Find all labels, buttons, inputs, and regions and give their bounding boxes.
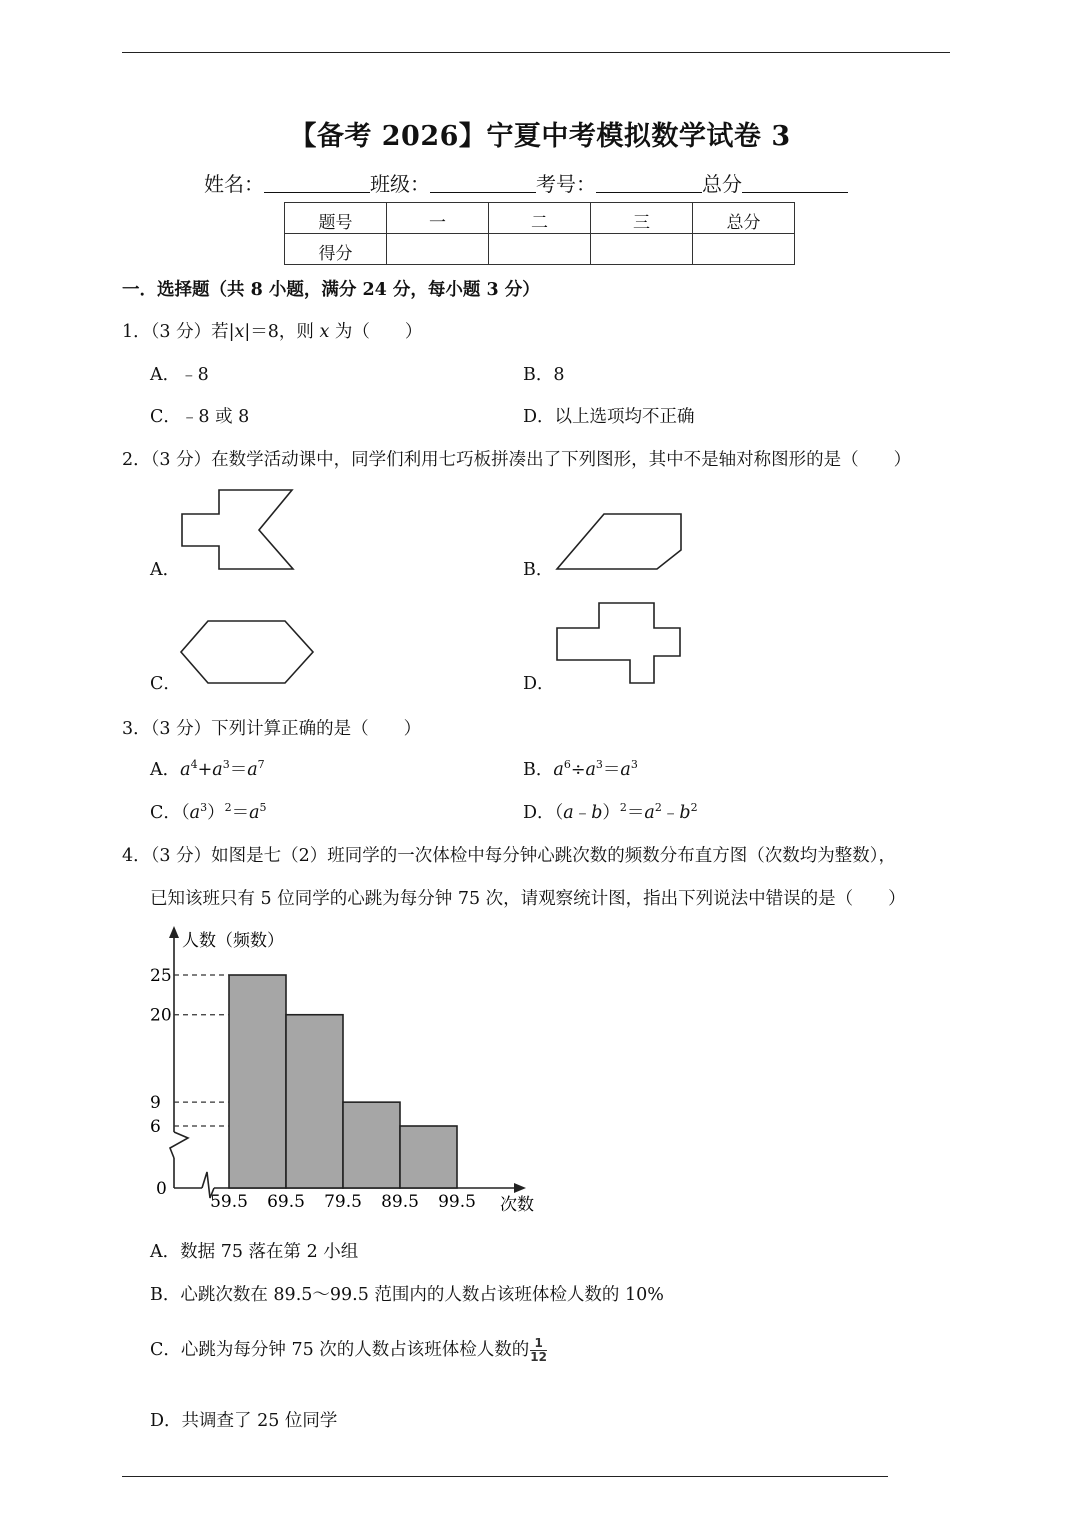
exam-id-label: 考号： (536, 172, 596, 196)
top-rule (122, 52, 950, 53)
bottom-rule (122, 1476, 888, 1477)
score-table-header-row (285, 203, 795, 234)
y-tick-label: 6 (150, 1117, 161, 1137)
q1-option-a[interactable]: A．﹣8 (150, 365, 209, 385)
q4-option-c[interactable] (150, 1336, 547, 1364)
q4-option-c-text: C．心跳为每分钟 75 次的人数占该班体检人数的 (150, 1340, 530, 1360)
x-tick-label: 69.5 (267, 1192, 305, 1212)
fraction-numerator: 1 (530, 1337, 547, 1351)
exam-id-blank[interactable] (596, 172, 702, 193)
histogram-bar (343, 1102, 400, 1188)
y-axis-label: 人数（频数） (182, 931, 284, 951)
q2-option-b-label[interactable]: B． (523, 560, 554, 580)
q2-figure-a (176, 486, 300, 574)
q2-figure-d (552, 598, 686, 688)
student-info-row (204, 168, 848, 197)
section-heading: 一．选择题（共 8 小题，满分 24 分，每小题 3 分） (122, 280, 540, 300)
fraction-denominator: 12 (530, 1350, 547, 1364)
x-tick-label: 79.5 (324, 1192, 362, 1212)
q4-option-d[interactable]: D．共调查了 25 位同学 (150, 1411, 338, 1431)
q3-option-c-label: C． (150, 803, 181, 823)
q1-option-d[interactable]: D．以上选项均不正确 (523, 407, 695, 427)
q2-option-d-label[interactable]: D． (523, 674, 555, 694)
name-label: 姓名： (204, 172, 264, 196)
score-table-score-row (285, 234, 795, 265)
q2-figure-b (552, 510, 686, 574)
name-blank[interactable] (264, 172, 370, 193)
q1-var: x (234, 322, 245, 342)
question-4-stem-line-2: 已知该班只有 5 位同学的心跳为每分钟 75 次，请观察统计图，指出下列说法中错误的是（ ） (150, 889, 906, 909)
score-table-cell: 一 (387, 203, 489, 234)
score-table-cell: 二 (489, 203, 591, 234)
question-1-stem (122, 318, 422, 343)
y-tick-label: 25 (150, 966, 172, 986)
y-tick-label: 20 (150, 1005, 172, 1026)
histogram-bar (229, 975, 286, 1188)
y-tick-label: 9 (150, 1093, 161, 1114)
x-tick-label: 99.5 (438, 1192, 476, 1212)
class-label: 班级： (370, 172, 430, 196)
total-label: 总分 (702, 172, 742, 196)
total-blank[interactable] (742, 172, 848, 193)
q1-text-b: |＝8，则 (244, 322, 320, 342)
question-3-stem: 3．（3 分）下列计算正确的是（ ） (122, 719, 422, 739)
q3-option-a-label: A． (150, 760, 181, 780)
y-axis-arrow (169, 926, 179, 938)
q3-option-d-label: D． (523, 803, 555, 823)
score-table-cell: 三 (591, 203, 693, 234)
score-cell-3[interactable] (591, 234, 693, 265)
y-axis-break (170, 1132, 188, 1158)
score-cell-total[interactable] (693, 234, 795, 265)
q1-option-c[interactable]: C．﹣8 或 8 (150, 407, 250, 427)
heart-rate-histogram (140, 920, 560, 1220)
x-tick-label: 59.5 (210, 1192, 248, 1212)
x-tick-label: 89.5 (381, 1192, 419, 1212)
histogram-bar (286, 1015, 343, 1188)
q4-option-b[interactable]: B．心跳次数在 89.5～99.5 范围内的人数占该班体检人数的 10% (150, 1285, 664, 1305)
score-table-cell: 得分 (285, 234, 387, 265)
q3-option-a[interactable]: A．$a^4+a^3=a^7$ (150, 758, 265, 780)
page-title: 【备考 2026】宁夏中考模拟数学试卷 3 (289, 121, 791, 152)
score-table-cell: 题号 (285, 203, 387, 234)
q1-text-c: 为（ ） (329, 322, 423, 342)
question-2-stem: 2．（3 分）在数学活动课中，同学们利用七巧板拼凑出了下列图形，其中不是轴对称图形的是（ ） (122, 450, 912, 470)
q3-option-d[interactable]: D．$(a﹣b)^2=a^2﹣b^2$ (523, 801, 698, 823)
q2-option-a-label[interactable]: A． (150, 560, 181, 580)
q4-option-a[interactable]: A．数据 75 落在第 2 小组 (150, 1242, 359, 1262)
q3-option-b[interactable]: B．$a^6\div a^3=a^3$ (523, 758, 638, 780)
q1-var-2: x (319, 322, 330, 342)
histogram-bar (400, 1126, 457, 1188)
score-cell-1[interactable] (387, 234, 489, 265)
y-tick-label-0: 0 (156, 1179, 167, 1199)
score-cell-2[interactable] (489, 234, 591, 265)
q2-option-c-label[interactable]: C． (150, 674, 181, 694)
score-table-cell: 总分 (693, 203, 795, 234)
x-axis-arrow (514, 1183, 526, 1193)
x-axis-label: 次数 (500, 1195, 534, 1215)
q3-option-c[interactable]: C．$(a^3)^2=a^5$ (150, 801, 267, 823)
score-table (284, 202, 795, 265)
fraction (530, 1337, 547, 1364)
q1-text-a: 1．（3 分）若| (122, 322, 235, 342)
q2-figure-c (176, 616, 318, 688)
q1-option-b[interactable]: B．8 (523, 365, 565, 385)
class-blank[interactable] (430, 172, 536, 193)
q3-option-b-label: B． (523, 760, 554, 780)
question-4-stem-line-1: 4．（3 分）如图是七（2）班同学的一次体检中每分钟心跳次数的频数分布直方图（次数均为整数）， (122, 846, 896, 866)
